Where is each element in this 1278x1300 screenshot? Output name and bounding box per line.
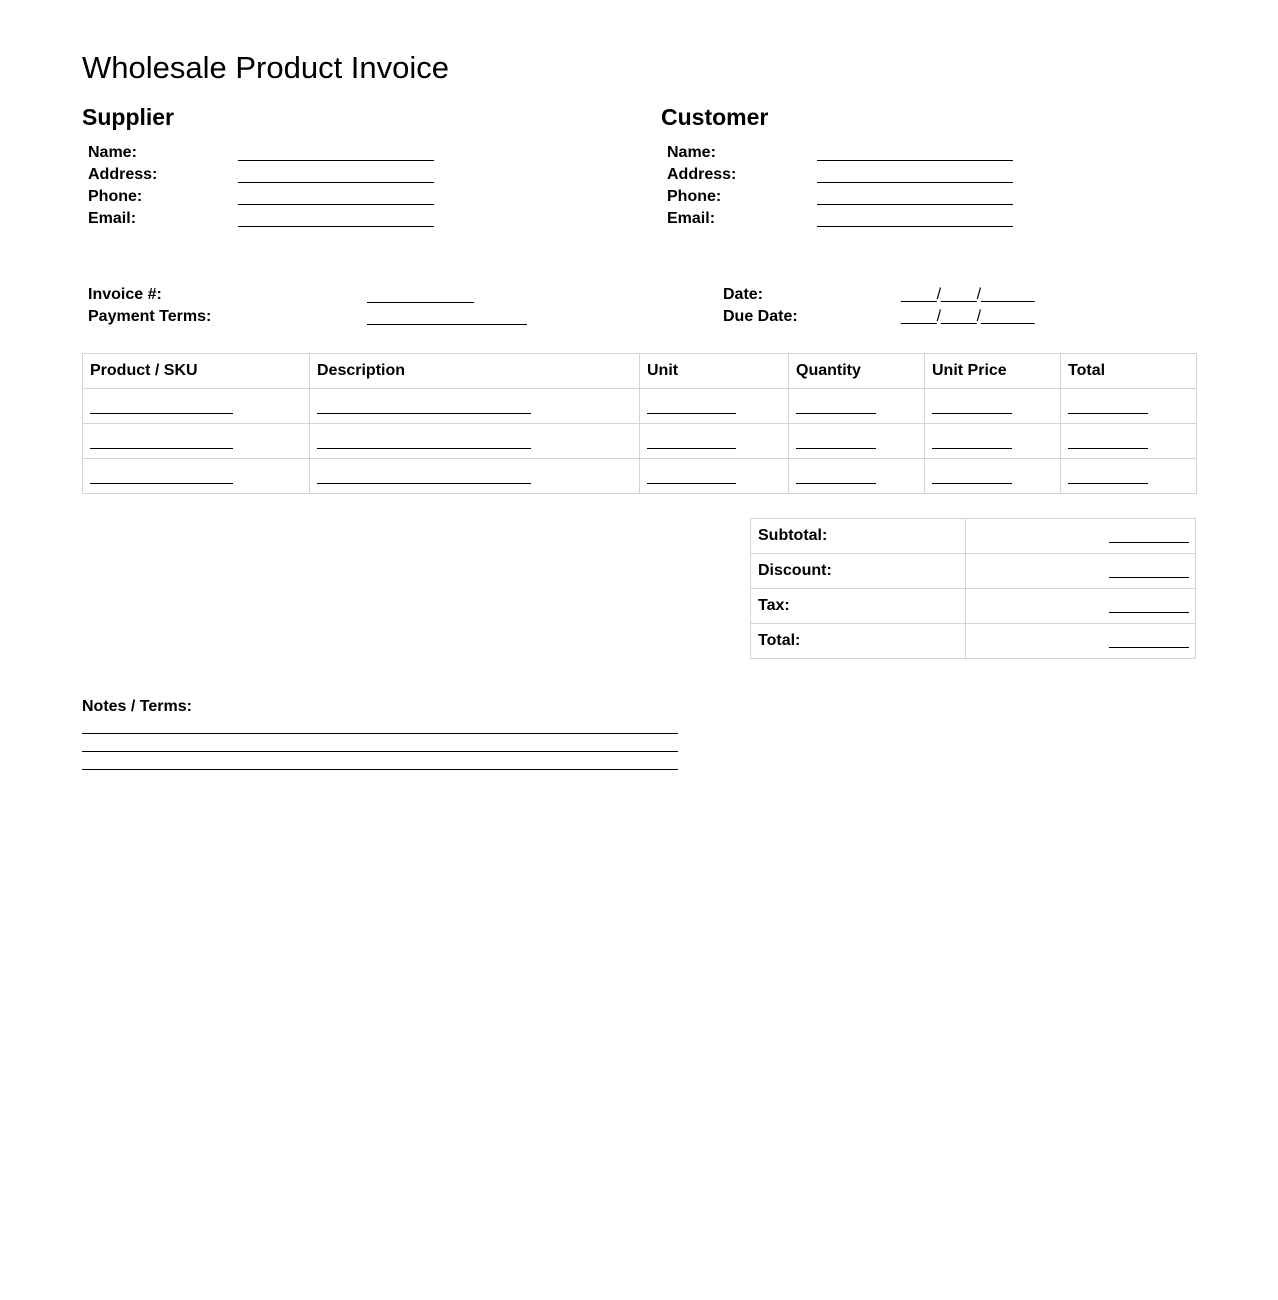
discount-row: [751, 554, 1196, 589]
col-header-description: Description: [310, 354, 640, 389]
payment-terms-field[interactable]: [367, 324, 527, 325]
total-cell[interactable]: [1061, 459, 1197, 494]
description-cell[interactable]: [310, 389, 640, 424]
customer-address-field[interactable]: [817, 182, 1013, 183]
notes-line-1[interactable]: [82, 733, 678, 734]
subtotal-value-field[interactable]: [966, 519, 1196, 554]
product-sku-cell[interactable]: [83, 389, 310, 424]
table-row: [83, 459, 1197, 494]
product-sku-cell[interactable]: [83, 459, 310, 494]
customer-address-label: Address:: [667, 166, 737, 183]
unit-cell[interactable]: [640, 459, 789, 494]
supplier-name-label: Name:: [88, 144, 137, 161]
tax-value-field[interactable]: [966, 589, 1196, 624]
table-row: [83, 424, 1197, 459]
description-cell[interactable]: [310, 459, 640, 494]
description-cell[interactable]: [310, 424, 640, 459]
items-table: [82, 353, 1197, 494]
col-header-product-sku: Product / SKU: [83, 354, 310, 389]
discount-label: Discount:: [751, 554, 966, 589]
supplier-heading: Supplier: [82, 104, 175, 130]
customer-name-label: Name:: [667, 144, 716, 161]
total-cell[interactable]: [1061, 389, 1197, 424]
customer-heading: Customer: [661, 104, 769, 130]
col-header-unit-price: Unit Price: [925, 354, 1061, 389]
invoice-number-field[interactable]: [367, 302, 474, 303]
col-header-unit: Unit: [640, 354, 789, 389]
customer-email-label: Email:: [667, 210, 716, 227]
supplier-email-field[interactable]: [238, 226, 434, 227]
col-header-quantity: Quantity: [789, 354, 925, 389]
quantity-cell[interactable]: [789, 459, 925, 494]
customer-phone-field[interactable]: [817, 204, 1013, 205]
notes-line-2[interactable]: [82, 751, 678, 752]
subtotal-label: Subtotal:: [751, 519, 966, 554]
supplier-address-label: Address:: [88, 166, 158, 183]
tax-row: [751, 589, 1196, 624]
due-date-field[interactable]: ____/____/______: [901, 308, 1035, 325]
supplier-name-field[interactable]: [238, 160, 434, 161]
grand-total-label: Total:: [751, 624, 966, 659]
discount-value-field[interactable]: [966, 554, 1196, 589]
customer-email-field[interactable]: [817, 226, 1013, 227]
product-sku-cell[interactable]: [83, 424, 310, 459]
unit-price-cell[interactable]: [925, 389, 1061, 424]
col-header-total: Total: [1061, 354, 1197, 389]
unit-cell[interactable]: [640, 389, 789, 424]
date-label: Date:: [723, 286, 764, 303]
supplier-phone-field[interactable]: [238, 204, 434, 205]
grand-total-value-field[interactable]: [966, 624, 1196, 659]
notes-line-3[interactable]: [82, 769, 678, 770]
customer-phone-label: Phone:: [667, 188, 722, 205]
unit-cell[interactable]: [640, 424, 789, 459]
table-header-row: [83, 354, 1197, 389]
payment-terms-label: Payment Terms:: [88, 308, 212, 325]
table-row: [83, 389, 1197, 424]
supplier-email-label: Email:: [88, 210, 137, 227]
quantity-cell[interactable]: [789, 389, 925, 424]
date-field[interactable]: ____/____/______: [901, 286, 1035, 303]
quantity-cell[interactable]: [789, 424, 925, 459]
grand-total-row: [751, 624, 1196, 659]
notes-label: Notes / Terms:: [82, 698, 192, 715]
customer-name-field[interactable]: [817, 160, 1013, 161]
invoice-title: Wholesale Product Invoice: [82, 50, 450, 85]
total-cell[interactable]: [1061, 424, 1197, 459]
supplier-phone-label: Phone:: [88, 188, 143, 205]
totals-table: [750, 518, 1196, 659]
unit-price-cell[interactable]: [925, 424, 1061, 459]
supplier-address-field[interactable]: [238, 182, 434, 183]
invoice-number-label: Invoice #:: [88, 286, 162, 303]
tax-label: Tax:: [751, 589, 966, 624]
unit-price-cell[interactable]: [925, 459, 1061, 494]
subtotal-row: [751, 519, 1196, 554]
due-date-label: Due Date:: [723, 308, 798, 325]
